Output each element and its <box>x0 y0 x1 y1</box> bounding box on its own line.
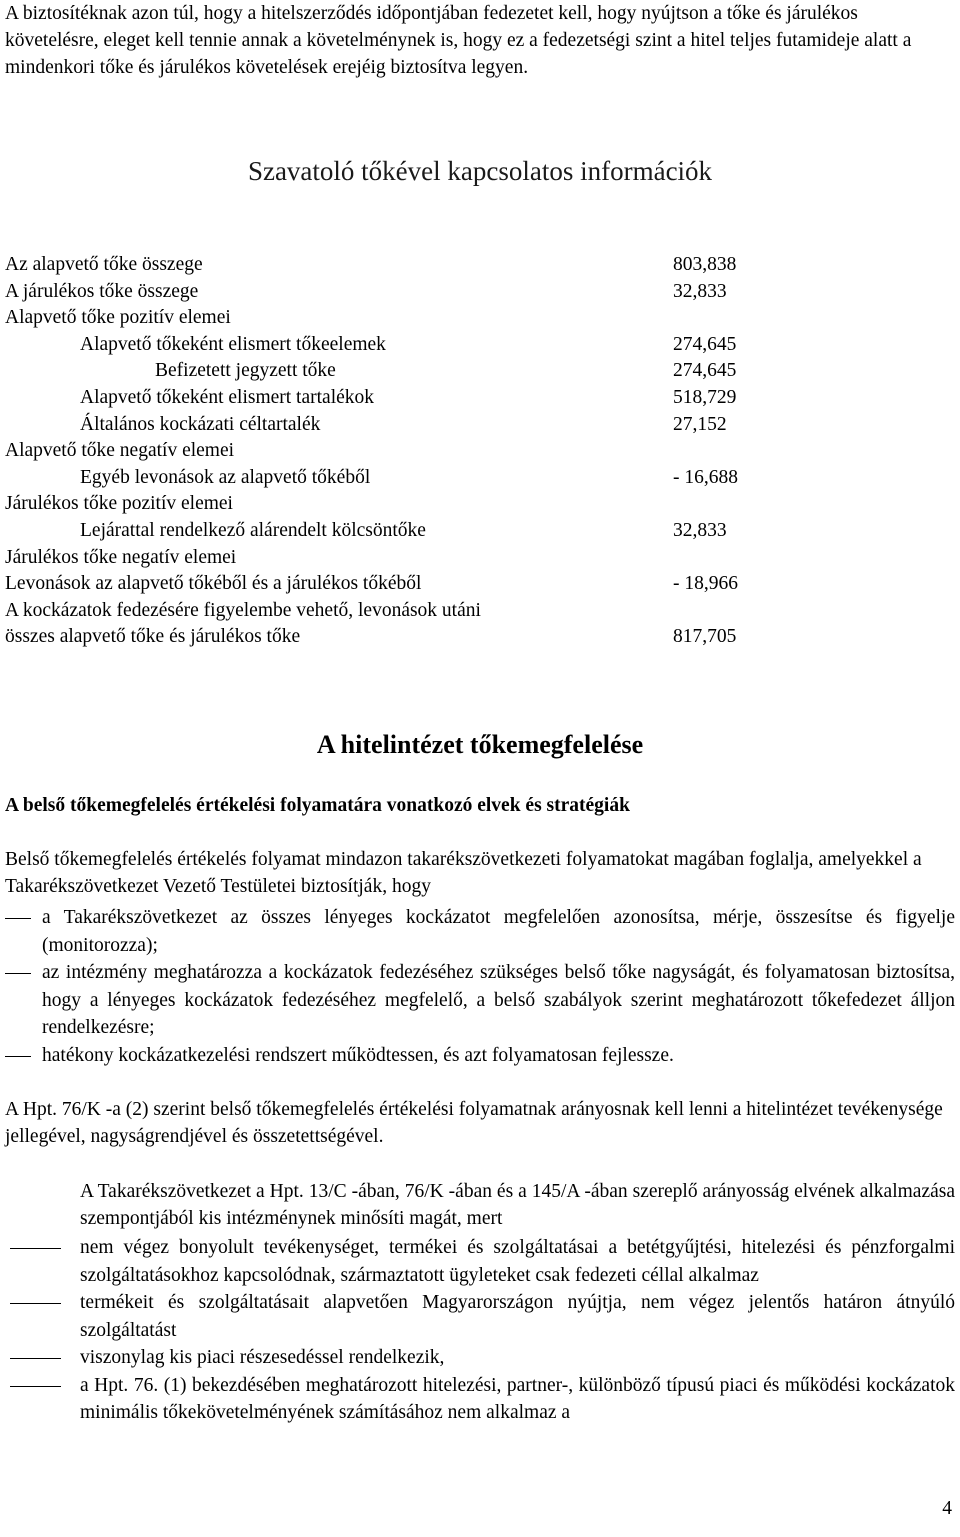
table-row <box>5 412 805 439</box>
row-label: A kockázatok fedezésére figyelembe vehető, levonások utáni <box>5 599 481 621</box>
table-row <box>5 491 805 518</box>
list-item-text: hatékony kockázatkezelési rendszert működtessen, és azt folyamatosan fejlessze. <box>42 1044 674 1066</box>
paragraph: A Takarékszövetkezet a Hpt. 13/C -ában, 76/K -ában és a 145/A -ában szereplő arányosság elvének alkalmazása szempontjából kis intézménynek minősíti magát, mert <box>80 1181 955 1229</box>
row-value: 274,645 <box>673 360 737 382</box>
row-label: összes alapvető tőke és járulékos tőke <box>5 626 301 648</box>
section-title-capital-adequacy: A hitelintézet tőkemegfelelése <box>316 730 644 759</box>
list-item <box>5 1344 955 1372</box>
table-row <box>5 385 805 412</box>
bullet-list <box>5 1234 955 1427</box>
table-row <box>5 332 805 359</box>
row-value: - 18,966 <box>673 573 738 595</box>
row-label: Járulékos tőke negatív elemei <box>5 546 237 568</box>
row-label: Lejárattal rendelkező alárendelt kölcsöntőke <box>80 519 426 541</box>
capital-table <box>5 252 805 651</box>
row-label: Egyéb levonások az alapvető tőkéből <box>80 466 371 488</box>
list-item <box>5 1289 955 1344</box>
row-label: Az alapvető tőke összege <box>5 254 203 275</box>
row-value: 518,729 <box>673 386 737 408</box>
bullet-list <box>5 904 955 1069</box>
row-label: Alapvető tőke pozitív elemei <box>5 307 231 329</box>
row-value: 27,152 <box>673 413 727 435</box>
table-row <box>5 598 805 625</box>
row-label: A járulékos tőke összege <box>5 280 199 302</box>
page-number: 4 <box>942 1498 952 1519</box>
list-item-text: a Hpt. 76. (1) bekezdésében meghatározott hitelezési, partner-, különböző típusú piaci és működési kockázatok minimális tőkekövetelményének számításához nem alkalmaz a <box>80 1374 955 1423</box>
table-row <box>5 438 805 465</box>
table-row <box>5 252 805 279</box>
list-item-text: termékeit és szolgáltatásait alapvetően Magyarországon nyújtja, nem végez jelentős határon átnyúló szolgáltatást <box>80 1292 955 1341</box>
row-value: 32,833 <box>673 519 727 541</box>
intro-paragraph: A biztosítéknak azon túl, hogy a hitelszerződés időpontjában fedezetet kell, hogy nyújtson a tőke és járulékos követelésre, eleget kell tennie annak a követelménynek is, hogy ez a fedezetségi szint a hitel teljes futamideje alatt a mindenkori tőke és járulékos követelések erejéig biztosítva legyen. <box>5 3 912 78</box>
section-title-capital: Szavatoló tőkével kapcsolatos információk <box>247 156 713 186</box>
row-value: 817,705 <box>673 626 737 648</box>
row-label: Általános kockázati céltartalék <box>80 413 321 435</box>
row-label: Alapvető tőke negatív elemei <box>5 440 235 462</box>
table-row <box>5 465 805 492</box>
row-label: Alapvető tőkeként elismert tartalékok <box>80 386 375 408</box>
row-label: Befizetett jegyzett tőke <box>155 360 336 382</box>
list-item <box>5 1042 955 1070</box>
row-value: 274,645 <box>673 333 737 355</box>
table-row <box>5 279 805 306</box>
table-row <box>5 358 805 385</box>
subsection-title: A belső tőkemegfelelés értékelési folyamatára vonatkozó elvek és stratégiák <box>5 795 630 816</box>
table-row <box>5 305 805 332</box>
list-item <box>5 1234 955 1289</box>
row-label: Levonások az alapvető tőkéből és a járulékos tőkéből <box>5 573 422 595</box>
table-row <box>5 624 805 651</box>
paragraph: Belső tőkemegfelelés értékelés folyamat mindazon takarékszövetkezeti folyamatokat magában foglalja, amelyekkel a Takarékszövetkezet Vezető Testületei biztosítják, hogy <box>5 849 922 897</box>
list-item <box>5 959 955 1042</box>
list-item-text: nem végez bonyolult tevékenységet, termékei és szolgáltatásai a betétgyűjtési, hitelezési és pénzforgalmi szolgáltatásokhoz kapcsolódnak, származtatott ügyleteket csak fedezeti céllal alkalmaz <box>80 1237 955 1286</box>
row-value: 803,838 <box>673 254 737 275</box>
table-row <box>5 571 805 598</box>
list-item-text: az intézmény meghatározza a kockázatok fedezéséhez szükséges belső tőke nagyságát, és folyamatosan biztosítsa, hogy a lényeges kockázatok fedezéséhez megfelelő, a belső szabályok szerint meghatározott tőkefedezet álljon rendelkezésre; <box>42 962 955 1038</box>
list-item <box>5 904 955 959</box>
row-value: - 16,688 <box>673 466 738 488</box>
row-label: Járulékos tőke pozitív elemei <box>5 493 233 515</box>
row-value: 32,833 <box>673 280 727 302</box>
list-item <box>5 1372 955 1427</box>
table-row <box>5 545 805 572</box>
row-label: Alapvető tőkeként elismert tőkeelemek <box>80 333 386 355</box>
list-item-text: a Takarékszövetkezet az összes lényeges kockázatot megfelelően azonosítsa, mérje, összesítse és figyelje (monitorozza); <box>42 907 955 956</box>
table-row <box>5 518 805 545</box>
paragraph: A Hpt. 76/K -a (2) szerint belső tőkemegfelelés értékelési folyamatnak arányosnak kell lenni a hitelintézet tevékenysége jellegével, nagyságrendjével és összetettségével. <box>5 1099 943 1147</box>
list-item-text: viszonylag kis piaci részesedéssel rendelkezik, <box>80 1347 445 1368</box>
